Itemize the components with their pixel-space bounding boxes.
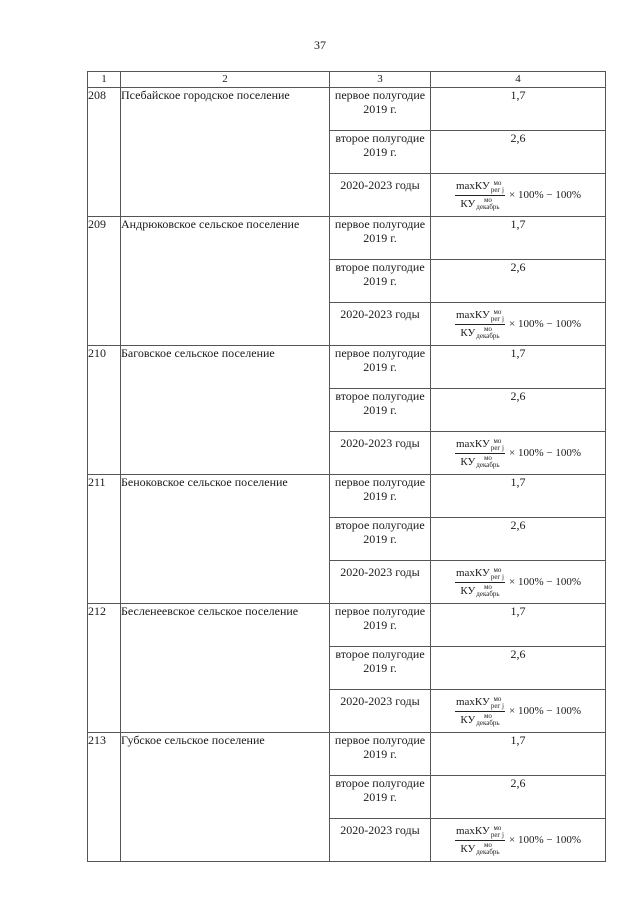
formula-numerator (455, 179, 505, 194)
value-cell: 1,7 (431, 733, 606, 776)
formula-numerator (455, 566, 505, 581)
numerator-superscript: мо (493, 823, 502, 832)
period-cell: второе полугодие 2019 г. (330, 776, 431, 819)
numerator-subscript: рег j (490, 185, 505, 194)
period-cell: второе полугодие 2019 г. (330, 260, 431, 303)
value-cell: 1,7 (431, 346, 606, 389)
formula-fraction (455, 308, 505, 340)
formula-tail: × 100% − 100% (509, 318, 581, 330)
formula-fraction (455, 695, 505, 727)
numerator-script (491, 567, 504, 581)
numerator-main: maxКУ (455, 567, 490, 580)
denominator-superscript: мо (483, 195, 492, 204)
denominator-subscript: декабрь (476, 460, 500, 469)
formula-cell (431, 819, 606, 862)
formula-denominator (459, 583, 500, 598)
page-number: 37 (314, 38, 326, 52)
table-row (88, 604, 606, 647)
period-cell: первое полугодие 2019 г. (330, 346, 431, 389)
period-cell: первое полугодие 2019 г. (330, 733, 431, 776)
denominator-superscript: мо (483, 711, 492, 720)
numerator-script (491, 696, 504, 710)
numerator-main: maxКУ (455, 438, 490, 451)
settlement-name: Баговское сельское поселение (121, 346, 330, 475)
growth-formula (431, 174, 605, 216)
header-cell-4: 4 (431, 72, 606, 88)
formula-numerator (455, 824, 505, 839)
denominator-main: КУ (460, 326, 476, 339)
period-cell: второе полугодие 2019 г. (330, 518, 431, 561)
settlement-name: Беноковское сельское поселение (121, 475, 330, 604)
table-row (88, 733, 606, 776)
denominator-subscript: декабрь (476, 331, 500, 340)
value-cell: 1,7 (431, 604, 606, 647)
formula-tail: × 100% − 100% (509, 834, 581, 846)
denominator-subscript: декабрь (476, 718, 500, 727)
denominator-script (476, 197, 499, 211)
numerator-superscript: мо (493, 307, 502, 316)
period-cell: первое полугодие 2019 г. (330, 217, 431, 260)
settlement-name: Псебайское городское поселение (121, 88, 330, 217)
denominator-superscript: мо (483, 324, 492, 333)
value-cell: 1,7 (431, 88, 606, 131)
numerator-main: maxКУ (455, 696, 490, 709)
tariff-table (87, 71, 606, 862)
formula-fraction (455, 824, 505, 856)
growth-formula (431, 690, 605, 732)
period-cell: 2020-2023 годы (330, 561, 431, 604)
period-cell: 2020-2023 годы (330, 690, 431, 733)
table-row (88, 88, 606, 131)
denominator-superscript: мо (483, 453, 492, 462)
denominator-main: КУ (460, 584, 476, 597)
period-cell: первое полугодие 2019 г. (330, 475, 431, 518)
denominator-script (476, 842, 499, 856)
row-number: 212 (88, 604, 121, 733)
denominator-main: КУ (460, 197, 476, 210)
denominator-script (476, 326, 499, 340)
value-cell: 1,7 (431, 217, 606, 260)
growth-formula (431, 432, 605, 474)
denominator-superscript: мо (483, 840, 492, 849)
growth-formula (431, 303, 605, 345)
period-cell: второе полугодие 2019 г. (330, 389, 431, 432)
period-cell: 2020-2023 годы (330, 303, 431, 346)
numerator-subscript: рег j (490, 830, 505, 839)
denominator-script (476, 713, 499, 727)
value-cell: 2,6 (431, 260, 606, 303)
numerator-script (491, 825, 504, 839)
formula-denominator (459, 325, 500, 340)
denominator-subscript: декабрь (476, 847, 500, 856)
denominator-main: КУ (460, 842, 476, 855)
row-number: 211 (88, 475, 121, 604)
denominator-script (476, 584, 499, 598)
formula-denominator (459, 712, 500, 727)
numerator-script (491, 180, 504, 194)
numerator-script (491, 309, 504, 323)
formula-tail: × 100% − 100% (509, 189, 581, 201)
settlement-name: Губское сельское поселение (121, 733, 330, 862)
numerator-main: maxКУ (455, 309, 490, 322)
formula-fraction (455, 179, 505, 211)
numerator-main: maxКУ (455, 180, 490, 193)
formula-tail: × 100% − 100% (509, 447, 581, 459)
settlement-name: Андрюковское сельское поселение (121, 217, 330, 346)
table-row (88, 217, 606, 260)
value-cell: 2,6 (431, 647, 606, 690)
period-cell: второе полугодие 2019 г. (330, 647, 431, 690)
value-cell: 1,7 (431, 475, 606, 518)
row-number: 213 (88, 733, 121, 862)
formula-cell (431, 690, 606, 733)
denominator-superscript: мо (483, 582, 492, 591)
header-cell-3: 3 (330, 72, 431, 88)
table-row (88, 475, 606, 518)
settlement-name: Бесленеевское сельское поселение (121, 604, 330, 733)
numerator-subscript: рег j (490, 443, 505, 452)
formula-cell (431, 303, 606, 346)
formula-cell (431, 174, 606, 217)
formula-cell (431, 561, 606, 604)
denominator-subscript: декабрь (476, 202, 500, 211)
numerator-superscript: мо (493, 694, 502, 703)
denominator-main: КУ (460, 713, 476, 726)
value-cell: 2,6 (431, 389, 606, 432)
value-cell: 2,6 (431, 518, 606, 561)
formula-numerator (455, 695, 505, 710)
header-cell-2: 2 (121, 72, 330, 88)
numerator-subscript: рег j (490, 701, 505, 710)
numerator-subscript: рег j (490, 314, 505, 323)
numerator-superscript: мо (493, 565, 502, 574)
formula-fraction (455, 566, 505, 598)
period-cell: первое полугодие 2019 г. (330, 604, 431, 647)
formula-cell (431, 432, 606, 475)
row-number: 209 (88, 217, 121, 346)
formula-tail: × 100% − 100% (509, 576, 581, 588)
row-number: 210 (88, 346, 121, 475)
table-row (88, 346, 606, 389)
growth-formula (431, 819, 605, 861)
formula-denominator (459, 841, 500, 856)
period-cell: 2020-2023 годы (330, 432, 431, 475)
numerator-superscript: мо (493, 436, 502, 445)
header-cell-1: 1 (88, 72, 121, 88)
growth-formula (431, 561, 605, 603)
numerator-superscript: мо (493, 178, 502, 187)
header-row (88, 72, 606, 88)
formula-denominator (459, 454, 500, 469)
numerator-script (491, 438, 504, 452)
period-cell: 2020-2023 годы (330, 174, 431, 217)
table-body (88, 72, 606, 862)
period-cell: 2020-2023 годы (330, 819, 431, 862)
formula-numerator (455, 308, 505, 323)
denominator-main: КУ (460, 455, 476, 468)
value-cell: 2,6 (431, 131, 606, 174)
formula-tail: × 100% − 100% (509, 705, 581, 717)
value-cell: 2,6 (431, 776, 606, 819)
numerator-subscript: рег j (490, 572, 505, 581)
row-number: 208 (88, 88, 121, 217)
period-cell: первое полугодие 2019 г. (330, 88, 431, 131)
formula-fraction (455, 437, 505, 469)
denominator-script (476, 455, 499, 469)
formula-numerator (455, 437, 505, 452)
period-cell: второе полугодие 2019 г. (330, 131, 431, 174)
denominator-subscript: декабрь (476, 589, 500, 598)
formula-denominator (459, 196, 500, 211)
numerator-main: maxКУ (455, 825, 490, 838)
